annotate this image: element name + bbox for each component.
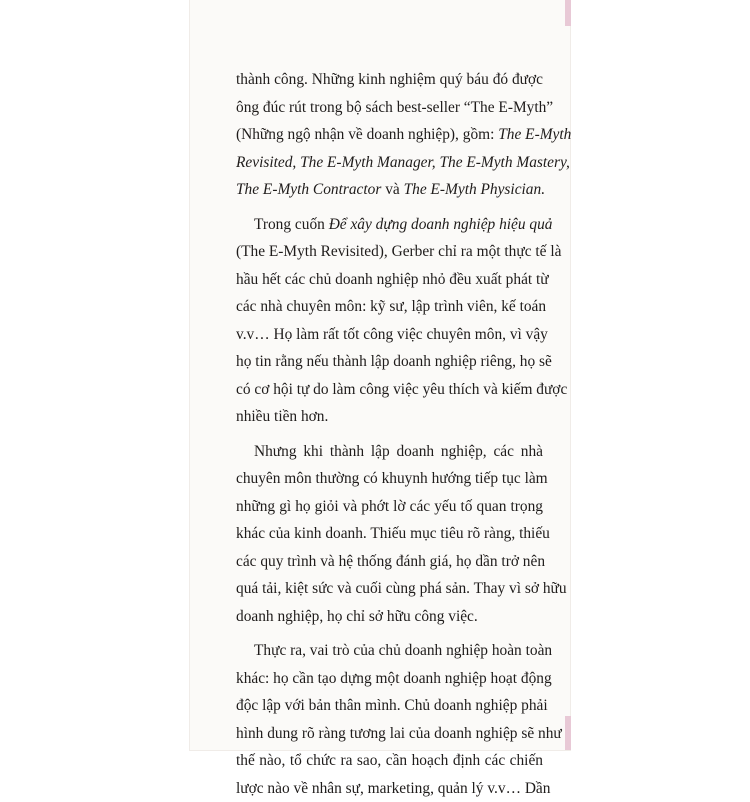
text-line: Thực ra, vai trò của chủ doanh nghiệp hoàn toàn	[236, 637, 543, 665]
text-line: các nhà chuyên môn: kỹ sư, lập trình viên, kế toán	[236, 293, 543, 321]
paragraph-2	[236, 211, 543, 431]
text-line: độc lập với bản thân mình. Chủ doanh nghiệp phải	[236, 692, 543, 720]
book-title: The E-Myth Contractor	[236, 181, 381, 198]
text-line: hầu hết các chủ doanh nghiệp nhỏ đều xuất phát từ	[236, 266, 543, 294]
text-line: hình dung rõ ràng tương lai của doanh nghiệp sẽ như	[236, 720, 543, 748]
page-text	[236, 66, 543, 802]
text-fragment: và	[381, 181, 403, 198]
text-line	[236, 211, 543, 239]
text-line: doanh nghiệp, họ chỉ sở hữu công việc.	[236, 603, 543, 631]
paragraph-1	[236, 66, 543, 204]
paragraph-4	[236, 637, 543, 802]
text-line: quá tải, kiệt sức và cuối cùng phá sản. Thay vì sở hữu	[236, 575, 543, 603]
text-line: Nhưng khi thành lập doanh nghiệp, các nhà	[236, 438, 543, 466]
text-line: họ tin rằng nếu thành lập doanh nghiệp riêng, họ sẽ	[236, 348, 543, 376]
text-line: có cơ hội tự do làm công việc yêu thích và kiếm được	[236, 376, 543, 404]
text-line: ông đúc rút trong bộ sách best-seller “The E-Myth”	[236, 94, 543, 122]
text-line: v.v… Họ làm rất tốt công việc chuyên môn, vì vậy	[236, 321, 543, 349]
text-line: những gì họ giỏi và phớt lờ các yếu tố quan trọng	[236, 493, 543, 521]
text-line: chuyên môn thường có khuynh hướng tiếp tục làm	[236, 465, 543, 493]
text-fragment: (Những ngộ nhận về doanh nghiệp), gồm:	[236, 126, 498, 143]
text-line: lược nào về nhân sự, marketing, quản lý v.v… Dần	[236, 775, 543, 802]
paragraph-3	[236, 438, 543, 631]
text-line	[236, 121, 543, 149]
text-fragment: Trong cuốn	[254, 216, 329, 233]
text-line: khác của kinh doanh. Thiếu mục tiêu rõ ràng, thiếu	[236, 520, 543, 548]
text-line	[236, 176, 543, 204]
page-edge-bottom	[565, 716, 571, 750]
book-titles-line: Revisited, The E-Myth Manager, The E-Myth Mastery,	[236, 149, 543, 177]
page-edge-top	[565, 0, 571, 26]
text-line: các quy trình và hệ thống đánh giá, họ dần trở nên	[236, 548, 543, 576]
text-line: thành công. Những kinh nghiệm quý báu đó được	[236, 66, 543, 94]
text-line: (The E-Myth Revisited), Gerber chỉ ra một thực tế là	[236, 238, 543, 266]
text-line: nhiều tiền hơn.	[236, 403, 543, 431]
text-line: khác: họ cần tạo dựng một doanh nghiệp hoạt động	[236, 665, 543, 693]
text-line: thế nào, tổ chức ra sao, cần hoạch định các chiến	[236, 747, 543, 775]
book-title: Để xây dựng doanh nghiệp hiệu quả	[329, 216, 553, 233]
book-title: The E-Myth Physician.	[404, 181, 545, 198]
book-title: The E-Myth	[498, 126, 571, 143]
